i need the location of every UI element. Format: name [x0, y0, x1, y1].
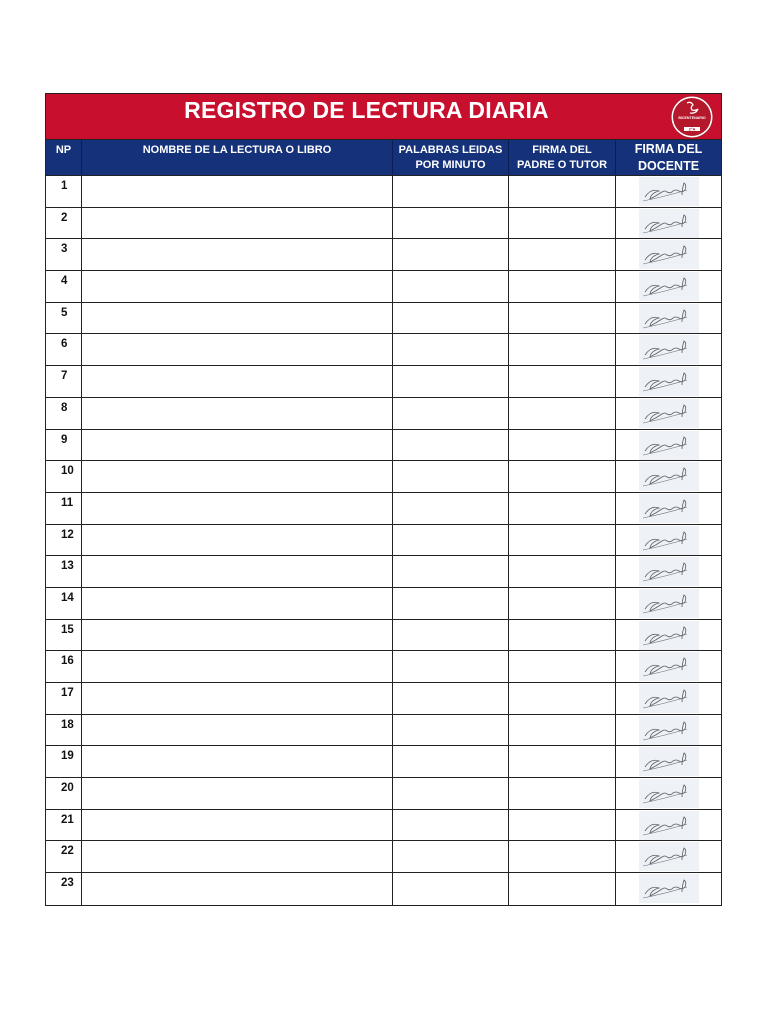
row-number: 15: [46, 620, 82, 651]
teacher-signature-cell: [616, 303, 721, 334]
words-per-minute-cell[interactable]: [393, 334, 509, 365]
words-per-minute-cell[interactable]: [393, 493, 509, 524]
parent-signature-cell[interactable]: [509, 303, 616, 334]
words-per-minute-cell[interactable]: [393, 620, 509, 651]
row-number: 4: [46, 271, 82, 302]
row-number: 3: [46, 239, 82, 270]
parent-signature-cell[interactable]: [509, 176, 616, 207]
table-row: [46, 430, 721, 462]
words-per-minute-cell[interactable]: [393, 746, 509, 777]
words-per-minute-cell[interactable]: [393, 366, 509, 397]
title-bar: [46, 94, 721, 140]
book-name-cell[interactable]: [82, 810, 393, 841]
teacher-signature-cell: [616, 493, 721, 524]
words-per-minute-cell[interactable]: [393, 683, 509, 714]
teacher-signature-icon: [639, 842, 699, 871]
book-name-cell[interactable]: [82, 746, 393, 777]
col-header-firma-padre-line1: FIRMA DEL: [532, 144, 592, 156]
words-per-minute-cell[interactable]: [393, 271, 509, 302]
words-per-minute-cell[interactable]: [393, 651, 509, 682]
parent-signature-cell[interactable]: [509, 810, 616, 841]
row-number: 11: [46, 493, 82, 524]
book-name-cell[interactable]: [82, 303, 393, 334]
parent-signature-cell[interactable]: [509, 271, 616, 302]
table-row: [46, 651, 721, 683]
row-number: 22: [46, 841, 82, 872]
book-name-cell[interactable]: [82, 588, 393, 619]
table-row: [46, 620, 721, 652]
row-number: 21: [46, 810, 82, 841]
row-number: 10: [46, 461, 82, 492]
col-header-firma-padre: [509, 140, 616, 175]
bicentenario-seal-icon: [670, 95, 714, 139]
col-header-palabras-line1: PALABRAS LEIDAS: [398, 144, 503, 156]
book-name-cell[interactable]: [82, 366, 393, 397]
reading-log-sheet: [45, 93, 722, 906]
table-row: [46, 493, 721, 525]
teacher-signature-cell: [616, 810, 721, 841]
teacher-signature-icon: [639, 684, 699, 713]
teacher-signature-cell: [616, 620, 721, 651]
row-number: 1: [46, 176, 82, 207]
teacher-signature-cell: [616, 873, 721, 905]
table-row: [46, 556, 721, 588]
teacher-signature-icon: [639, 716, 699, 745]
teacher-signature-icon: [639, 779, 699, 808]
col-header-firma-docente: [616, 140, 721, 175]
table-row: [46, 683, 721, 715]
book-name-cell[interactable]: [82, 493, 393, 524]
teacher-signature-cell: [616, 746, 721, 777]
words-per-minute-cell[interactable]: [393, 778, 509, 809]
row-number: 16: [46, 651, 82, 682]
teacher-signature-icon: [639, 367, 699, 396]
teacher-signature-icon: [639, 557, 699, 586]
parent-signature-cell[interactable]: [509, 715, 616, 746]
table-row: [46, 176, 721, 208]
logo-grade: 2°A: [688, 126, 696, 132]
col-header-palabras-line2: POR MINUTO: [415, 159, 486, 171]
parent-signature-cell[interactable]: [509, 239, 616, 270]
teacher-signature-icon: [639, 209, 699, 238]
parent-signature-cell[interactable]: [509, 430, 616, 461]
table-row: [46, 778, 721, 810]
col-header-nombre: NOMBRE DE LA LECTURA O LIBRO: [82, 140, 393, 175]
teacher-signature-cell: [616, 525, 721, 556]
words-per-minute-cell[interactable]: [393, 588, 509, 619]
table-row: [46, 525, 721, 557]
col-header-np: NP: [46, 140, 82, 175]
row-number: 23: [46, 873, 82, 905]
table-row: [46, 715, 721, 747]
row-number: 13: [46, 556, 82, 587]
teacher-signature-icon: [639, 526, 699, 555]
teacher-signature-icon: [639, 431, 699, 460]
teacher-signature-cell: [616, 271, 721, 302]
parent-signature-cell[interactable]: [509, 588, 616, 619]
table-row: [46, 239, 721, 271]
teacher-signature-cell: [616, 208, 721, 239]
row-number: 9: [46, 430, 82, 461]
teacher-signature-cell: [616, 651, 721, 682]
teacher-signature-cell: [616, 176, 721, 207]
book-name-cell[interactable]: [82, 461, 393, 492]
row-number: 12: [46, 525, 82, 556]
row-number: 17: [46, 683, 82, 714]
words-per-minute-cell[interactable]: [393, 398, 509, 429]
row-number: 5: [46, 303, 82, 334]
book-name-cell[interactable]: [82, 334, 393, 365]
table-row: [46, 873, 721, 905]
teacher-signature-cell: [616, 841, 721, 872]
teacher-signature-icon: [639, 304, 699, 333]
book-name-cell[interactable]: [82, 651, 393, 682]
book-name-cell[interactable]: [82, 430, 393, 461]
logo-text: BICENTENARIO: [678, 116, 706, 120]
words-per-minute-cell[interactable]: [393, 208, 509, 239]
table-row: [46, 810, 721, 842]
table-row: [46, 746, 721, 778]
table-row: [46, 588, 721, 620]
parent-signature-cell[interactable]: [509, 683, 616, 714]
teacher-signature-cell: [616, 334, 721, 365]
teacher-signature-cell: [616, 239, 721, 270]
row-number: 20: [46, 778, 82, 809]
book-name-cell[interactable]: [82, 873, 393, 905]
parent-signature-cell[interactable]: [509, 841, 616, 872]
teacher-signature-icon: [639, 399, 699, 428]
words-per-minute-cell[interactable]: [393, 525, 509, 556]
col-header-firma-docente-line1: FIRMA DEL: [634, 142, 703, 156]
col-header-firma-docente-line2: DOCENTE: [637, 159, 700, 173]
parent-signature-cell[interactable]: [509, 334, 616, 365]
parent-signature-cell[interactable]: [509, 746, 616, 777]
words-per-minute-cell[interactable]: [393, 430, 509, 461]
teacher-signature-icon: [639, 177, 699, 206]
teacher-signature-icon: [639, 494, 699, 523]
teacher-signature-icon: [639, 747, 699, 776]
teacher-signature-cell: [616, 461, 721, 492]
teacher-signature-cell: [616, 556, 721, 587]
teacher-signature-icon: [639, 811, 699, 840]
table-row: [46, 303, 721, 335]
parent-signature-cell[interactable]: [509, 366, 616, 397]
teacher-signature-cell: [616, 588, 721, 619]
table-row: [46, 398, 721, 430]
book-name-cell[interactable]: [82, 239, 393, 270]
teacher-signature-icon: [639, 874, 699, 903]
words-per-minute-cell[interactable]: [393, 461, 509, 492]
row-number: 2: [46, 208, 82, 239]
teacher-signature-cell: [616, 430, 721, 461]
teacher-signature-cell: [616, 683, 721, 714]
words-per-minute-cell[interactable]: [393, 715, 509, 746]
teacher-signature-icon: [639, 240, 699, 269]
parent-signature-cell[interactable]: [509, 525, 616, 556]
book-name-cell[interactable]: [82, 778, 393, 809]
teacher-signature-icon: [639, 589, 699, 618]
teacher-signature-icon: [639, 621, 699, 650]
book-name-cell[interactable]: [82, 398, 393, 429]
words-per-minute-cell[interactable]: [393, 873, 509, 905]
row-number: 8: [46, 398, 82, 429]
parent-signature-cell[interactable]: [509, 493, 616, 524]
parent-signature-cell[interactable]: [509, 873, 616, 905]
parent-signature-cell[interactable]: [509, 556, 616, 587]
row-number: 6: [46, 334, 82, 365]
table-row: [46, 334, 721, 366]
table-row: [46, 208, 721, 240]
book-name-cell[interactable]: [82, 556, 393, 587]
table-row: [46, 271, 721, 303]
col-header-palabras: [393, 140, 509, 175]
teacher-signature-cell: [616, 778, 721, 809]
book-name-cell[interactable]: [82, 176, 393, 207]
book-name-cell[interactable]: [82, 620, 393, 651]
parent-signature-cell[interactable]: [509, 651, 616, 682]
col-header-firma-padre-line2: PADRE O TUTOR: [516, 159, 608, 171]
table-row: [46, 366, 721, 398]
parent-signature-cell[interactable]: [509, 461, 616, 492]
book-name-cell[interactable]: [82, 683, 393, 714]
row-number: 7: [46, 366, 82, 397]
teacher-signature-icon: [639, 335, 699, 364]
parent-signature-cell[interactable]: [509, 208, 616, 239]
book-name-cell[interactable]: [82, 715, 393, 746]
table-body: [46, 176, 721, 905]
words-per-minute-cell[interactable]: [393, 556, 509, 587]
words-per-minute-cell[interactable]: [393, 239, 509, 270]
page-title: REGISTRO DE LECTURA DIARIA: [184, 97, 549, 123]
table-row: [46, 461, 721, 493]
row-number: 18: [46, 715, 82, 746]
teacher-signature-cell: [616, 715, 721, 746]
parent-signature-cell[interactable]: [509, 398, 616, 429]
table-row: [46, 841, 721, 873]
row-number: 19: [46, 746, 82, 777]
parent-signature-cell[interactable]: [509, 620, 616, 651]
words-per-minute-cell[interactable]: [393, 303, 509, 334]
book-name-cell[interactable]: [82, 841, 393, 872]
words-per-minute-cell[interactable]: [393, 810, 509, 841]
book-name-cell[interactable]: [82, 271, 393, 302]
words-per-minute-cell[interactable]: [393, 176, 509, 207]
book-name-cell[interactable]: [82, 525, 393, 556]
teacher-signature-icon: [639, 652, 699, 681]
book-name-cell[interactable]: [82, 208, 393, 239]
words-per-minute-cell[interactable]: [393, 841, 509, 872]
teacher-signature-cell: [616, 366, 721, 397]
row-number: 14: [46, 588, 82, 619]
teacher-signature-icon: [639, 462, 699, 491]
teacher-signature-cell: [616, 398, 721, 429]
parent-signature-cell[interactable]: [509, 778, 616, 809]
teacher-signature-icon: [639, 272, 699, 301]
table-header: [46, 140, 721, 176]
